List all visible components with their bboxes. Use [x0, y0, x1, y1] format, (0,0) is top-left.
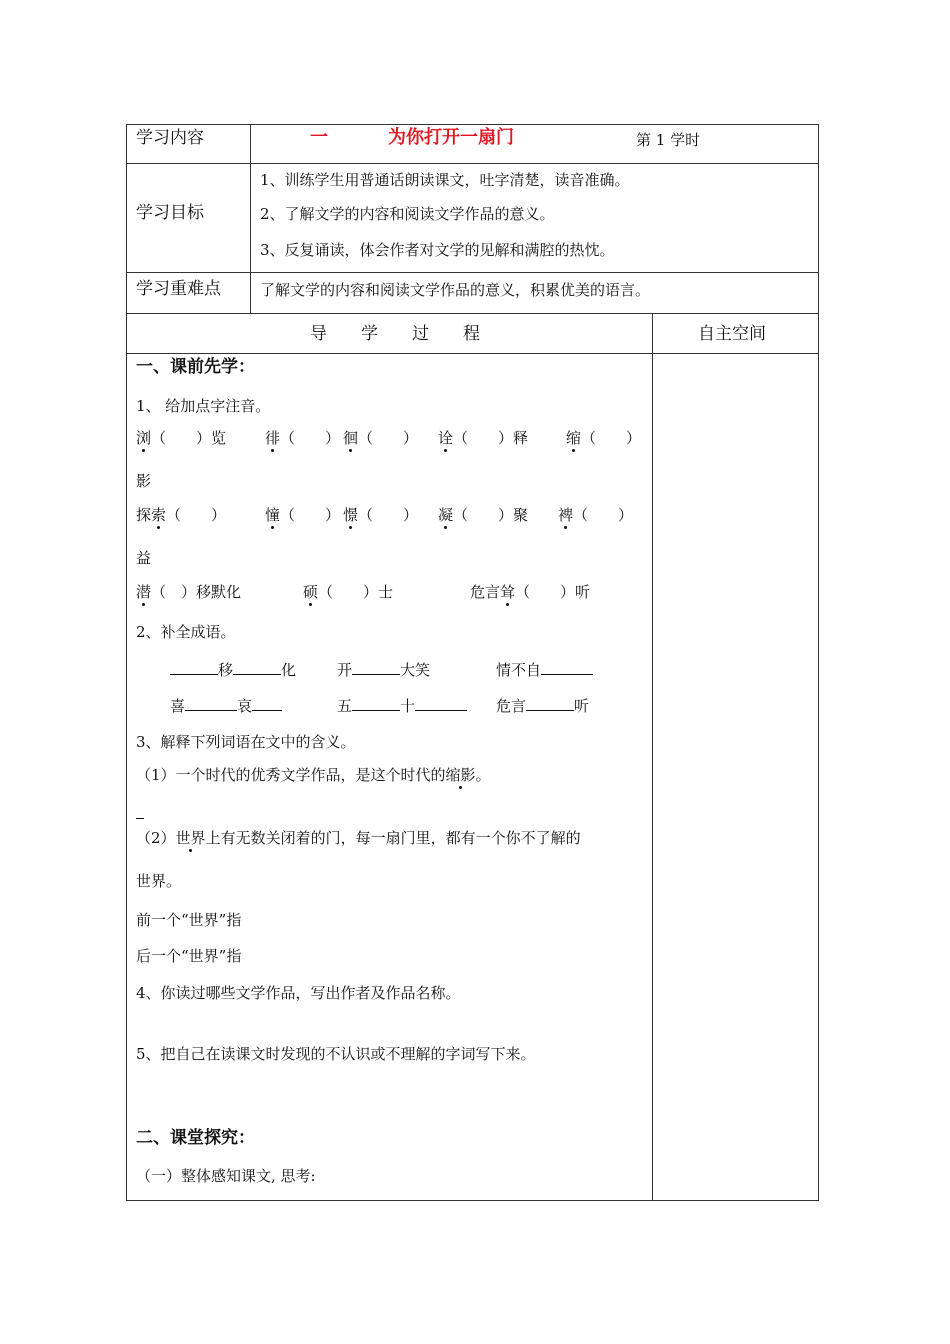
- idiom-item: 开 大笑: [337, 661, 431, 679]
- lesson-title: 为你打开一扇门: [388, 127, 514, 148]
- space-header: 自主空间: [698, 324, 766, 344]
- idiom-item: 五 十: [337, 695, 467, 716]
- q3-b: 后一个“世界”指: [136, 947, 242, 965]
- q3: 3、解释下列词语在文中的含义。: [136, 733, 356, 751]
- pinyin-item: 浏（ ）览: [136, 429, 227, 447]
- q3-a: 前一个“世界”指: [136, 911, 242, 929]
- label-goals: 学习目标: [136, 203, 204, 223]
- col-divider: [250, 124, 251, 313]
- q3-2-line2: 世界。: [136, 872, 182, 890]
- q1: 1、 给加点字注音。: [136, 397, 271, 415]
- pinyin-item: 诠（ ）释: [438, 429, 529, 447]
- q3-1: （1）一个时代的优秀文学作品，是这个时代的缩影。: [136, 766, 491, 784]
- idiom-item: 移 化: [170, 659, 296, 680]
- pinyin-item: 徊（ ）: [343, 429, 419, 447]
- lesson-number: 一: [310, 127, 328, 148]
- pinyin-item: 徘（ ）: [265, 429, 341, 447]
- idiom-item: 危言 听: [496, 697, 590, 715]
- pinyin-item: 憧（ ）: [265, 506, 341, 524]
- q5: 5、把自己在读课文时发现的不认识或不理解的字词写下来。: [136, 1045, 536, 1063]
- section2-sub1: （一）整体感知课文, 思考:: [136, 1167, 316, 1185]
- goal-2: 2、了解文学的内容和阅读文学作品的意义。: [260, 205, 555, 223]
- section2-title: 二、课堂探究：: [136, 1128, 255, 1148]
- pinyin-item: 影: [136, 472, 152, 490]
- section1-title: 一、课前先学：: [136, 357, 255, 377]
- answer-line: [136, 818, 144, 819]
- lesson-period: 第 1 学时: [636, 131, 701, 149]
- row-divider: [126, 163, 819, 164]
- label-key-points: 学习重难点: [136, 279, 221, 299]
- q3-2: （2）世界上有无数关闭着的门，每一扇门里，都有一个你不了解的: [136, 829, 581, 847]
- label-content: 学习内容: [136, 128, 204, 148]
- row-divider: [126, 272, 819, 273]
- goal-3: 3、反复诵读，体会作者对文学的见解和满腔的热忱。: [260, 241, 615, 259]
- q2: 2、补全成语。: [136, 623, 236, 641]
- pinyin-item: 裨（ ）: [558, 506, 634, 524]
- q4: 4、你读过哪些文学作品，写出作者及作品名称。: [136, 984, 461, 1002]
- idiom-item: 喜 哀: [170, 695, 282, 716]
- process-header: 导 学 过 程: [310, 324, 480, 344]
- row-divider: [126, 353, 819, 354]
- key-points: 了解文学的内容和阅读文学作品的意义，积累优美的语言。: [260, 281, 651, 299]
- pinyin-item: 凝（ ）聚: [438, 506, 529, 524]
- col-divider: [652, 313, 653, 1201]
- goal-1: 1、训练学生用普通话朗读课文，吐字清楚，读音准确。: [260, 171, 630, 189]
- idiom-item: 情不自: [496, 659, 593, 680]
- pinyin-item: 益: [136, 549, 152, 567]
- pinyin-item: 憬（ ）: [343, 506, 419, 524]
- pinyin-item: 潜（ ）移默化: [136, 583, 242, 601]
- pinyin-item: 硕（ ）士: [303, 583, 394, 601]
- pinyin-item: 探索（ ）: [136, 506, 227, 524]
- row-divider: [126, 313, 819, 314]
- pinyin-item: 危言耸（ ）听: [470, 583, 591, 601]
- pinyin-item: 缩（ ）: [566, 429, 642, 447]
